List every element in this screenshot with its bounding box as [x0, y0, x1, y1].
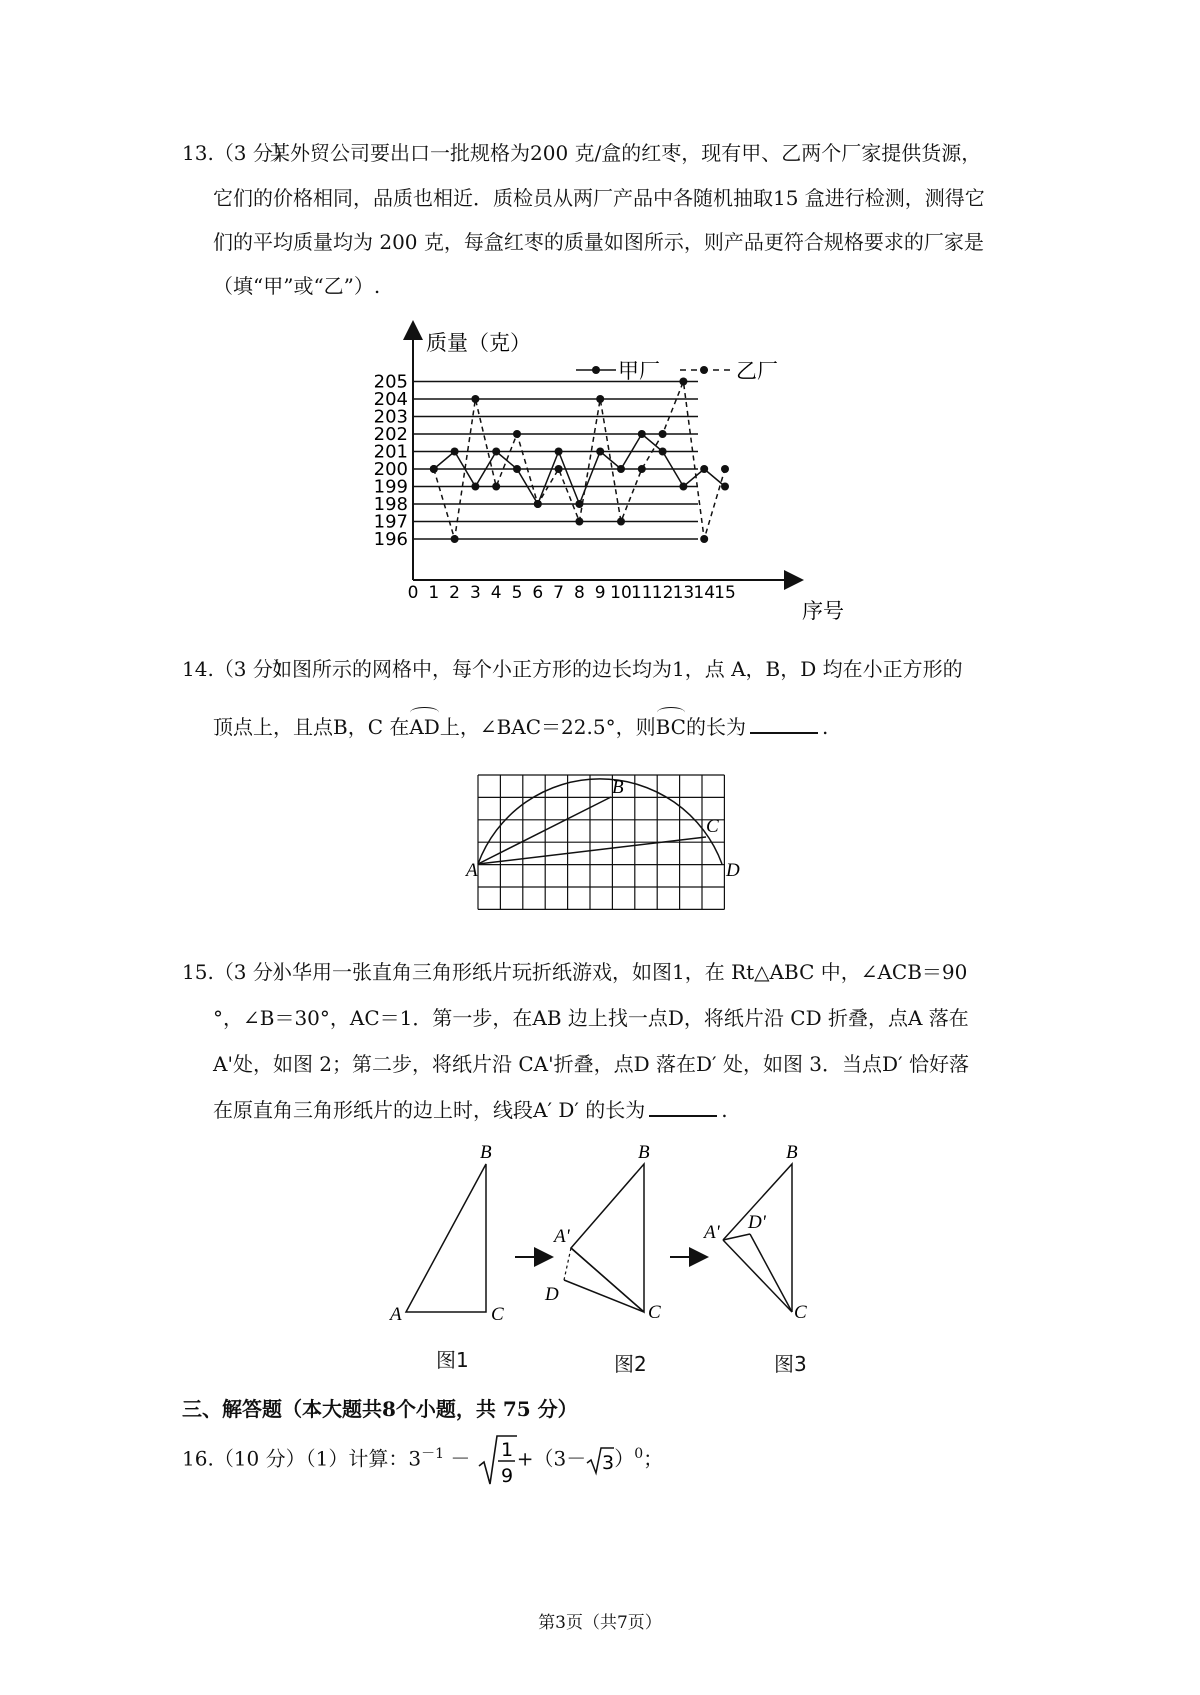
label-b: B: [612, 777, 624, 798]
y-tick-201: 201: [373, 441, 408, 463]
fig3-label-a-prime: A': [704, 1222, 720, 1243]
point-jia-12: [659, 448, 667, 456]
fig3-label-d-prime: D': [748, 1212, 766, 1233]
q13-number: 13.（3 分）: [182, 141, 293, 165]
y-tick-198: 198: [373, 494, 408, 515]
q16-points: （10 分）: [213, 1446, 306, 1471]
point-yi-4: [492, 483, 500, 491]
point-jia-7: [555, 448, 563, 456]
fig1-label-c: C: [491, 1304, 504, 1325]
q16-number: 16.: [182, 1446, 214, 1471]
series-line-yi: [434, 382, 725, 540]
fig2-label-c: C: [648, 1302, 661, 1323]
point-jia-4: [492, 448, 500, 456]
grid-lines: [478, 775, 724, 909]
fig2-label-d: D: [545, 1284, 559, 1305]
q14-line-1: 如图所示的网格中，每个小正方形的边长均为1，点 A，B，D 均在小正方形的: [272, 657, 963, 681]
x-tick-11: 11: [630, 583, 653, 603]
grid-figure: [466, 765, 760, 940]
fig1-label-b: B: [480, 1142, 492, 1163]
x-tick-5: 5: [511, 583, 523, 603]
point-jia-5: [513, 465, 521, 473]
q16-paren-open: （3－: [533, 1446, 587, 1471]
q15-line-2: °，∠B＝30°，AC＝1．第一步，在AB 边上找一点D，将纸片沿 CD 折叠，点A 落在: [213, 1006, 969, 1030]
q14-line-2: 顶点上，且点B，C 在AD上，∠BAC＝22.5°，则BC的长为 .: [213, 712, 828, 742]
label-a: A: [466, 860, 478, 881]
point-yi-10: [617, 518, 625, 526]
arc-ad-curve: [478, 779, 722, 864]
q16-end: ；: [643, 1446, 664, 1471]
section-3-title: 三、解答题（本大题共8个小题，共 75 分）: [182, 1397, 578, 1421]
x-tick-0: 0: [407, 583, 419, 603]
x-tick-13: 13: [672, 583, 695, 603]
caption-figure-2: 图2: [614, 1352, 647, 1376]
x-tick-labels: [408, 583, 736, 603]
page-footer: 第3页（共7页）: [538, 1613, 662, 1633]
segment-ac: [478, 837, 706, 864]
q13-line-2: 它们的价格相同，品质也相近．质检员从两厂产品中各随机抽取15 盒进行检测，测得它: [213, 186, 985, 210]
arc-bc: BC: [656, 712, 686, 742]
q16: [182, 1432, 663, 1488]
point-jia-13: [679, 483, 687, 491]
q16-plus: +: [516, 1446, 534, 1471]
legend: [576, 359, 778, 383]
q16-minus: －: [450, 1446, 471, 1471]
q13-line-3: 们的平均质量均为 200 克，每盒红枣的质量如图所示，则产品更符合规格要求的厂家是: [213, 230, 984, 254]
x-tick-10: 10: [610, 583, 632, 603]
point-jia-11: [638, 430, 646, 438]
point-yi-5: [513, 430, 521, 438]
fig3-label-b: B: [786, 1142, 798, 1163]
point-yi-6: [534, 500, 542, 508]
x-tick-7: 7: [553, 583, 565, 603]
point-jia-10: [617, 465, 625, 473]
point-yi-11: [638, 465, 646, 473]
q14-number: 14.（3 分）: [182, 657, 293, 681]
point-yi-9: [596, 395, 604, 403]
answer-blank-q14[interactable]: [750, 714, 818, 734]
x-tick-4: 4: [490, 583, 502, 603]
figure-2: [544, 1142, 661, 1323]
x-tick-15: 15: [714, 583, 736, 603]
q16-part: （1）计算：: [305, 1446, 409, 1471]
svg-text:9: 9: [500, 1465, 513, 1487]
figure-1: [388, 1142, 504, 1325]
point-yi-14: [700, 535, 708, 543]
q13-line-1: 某外贸公司要出口一批规格为200 克/盒的红枣，现有甲、乙两个厂家提供货源，: [270, 141, 982, 165]
point-yi-1: [430, 465, 438, 473]
x-tick-9: 9: [594, 583, 606, 603]
q15-number: 15.（3 分）: [182, 960, 293, 984]
y-tick-197: 197: [373, 511, 408, 533]
x-axis-label: 序号: [802, 599, 844, 623]
x-tick-2: 2: [449, 583, 461, 603]
quality-line-chart: [360, 318, 850, 648]
sqrt-three: [586, 1445, 614, 1475]
y-axis-label: 质量（克）: [426, 331, 531, 355]
fig1-label-a: A: [390, 1304, 402, 1325]
x-tick-1: 1: [428, 583, 440, 603]
fig2-label-a-prime: A': [554, 1226, 570, 1247]
legend-yi-label: 乙厂: [736, 359, 778, 383]
q16-paren-close: ）: [614, 1446, 635, 1471]
x-tick-8: 8: [573, 583, 585, 603]
caption-figure-1: 图1: [436, 1348, 469, 1372]
y-tick-200: 200: [373, 459, 408, 480]
y-tick-205: 205: [373, 371, 408, 393]
q16-exp: －1: [421, 1445, 445, 1462]
segment-ab: [478, 797, 611, 864]
figure-3: [702, 1142, 807, 1323]
point-jia-14: [700, 465, 708, 473]
y-tick-199: 199: [373, 476, 408, 498]
point-yi-3: [471, 395, 479, 403]
svg-text:1: 1: [500, 1439, 513, 1461]
x-tick-14: 14: [693, 583, 716, 603]
point-yi-12: [659, 430, 667, 438]
label-d: D: [726, 860, 740, 881]
x-tick-3: 3: [469, 583, 481, 603]
legend-yi-marker: [700, 366, 708, 374]
x-tick-12: 12: [651, 583, 674, 603]
point-yi-7: [555, 465, 563, 473]
y-tick-202: 202: [373, 424, 408, 445]
point-jia-9: [596, 448, 604, 456]
q13-line-4: （填“甲”或“乙”）.: [213, 274, 381, 298]
point-yi-15: [721, 465, 729, 473]
fig2-label-b: B: [638, 1142, 650, 1163]
q15-line-3: A'处，如图 2；第二步，将纸片沿 CA'折叠，点D 落在D′ 处，如图 3．当点D′ 恰好落: [213, 1052, 969, 1076]
caption-figure-3: 图3: [774, 1352, 807, 1376]
y-tick-203: 203: [373, 406, 408, 428]
point-yi-13: [679, 378, 687, 386]
y-tick-204: 204: [373, 389, 408, 410]
x-tick-6: 6: [532, 583, 544, 603]
y-tick-196: 196: [373, 529, 408, 550]
sqrt-one-ninth: [477, 1432, 517, 1488]
fig3-label-c: C: [794, 1302, 807, 1323]
q15-line-1: 小华用一张直角三角形纸片玩折纸游戏，如图1，在 Rt△ABC 中，∠ACB＝90: [272, 960, 968, 984]
q15-line-4: 在原直角三角形纸片的边上时，线段A′ D′ 的长为 .: [213, 1098, 728, 1122]
point-jia-15: [721, 483, 729, 491]
q16-base: 3: [408, 1446, 422, 1471]
answer-blank-q15[interactable]: [649, 1097, 717, 1117]
label-c: C: [706, 816, 719, 837]
point-jia-2: [451, 448, 459, 456]
legend-jia-marker: [592, 366, 600, 374]
point-yi-8: [575, 518, 583, 526]
legend-jia-label: 甲厂: [618, 359, 660, 383]
chart-series: [430, 378, 729, 544]
point-jia-3: [471, 483, 479, 491]
svg-text:3: 3: [602, 1452, 615, 1474]
y-tick-labels: [374, 372, 408, 551]
point-yi-2: [451, 535, 459, 543]
arc-ad: AD: [409, 712, 439, 742]
q16-exp0: 0: [634, 1445, 644, 1462]
